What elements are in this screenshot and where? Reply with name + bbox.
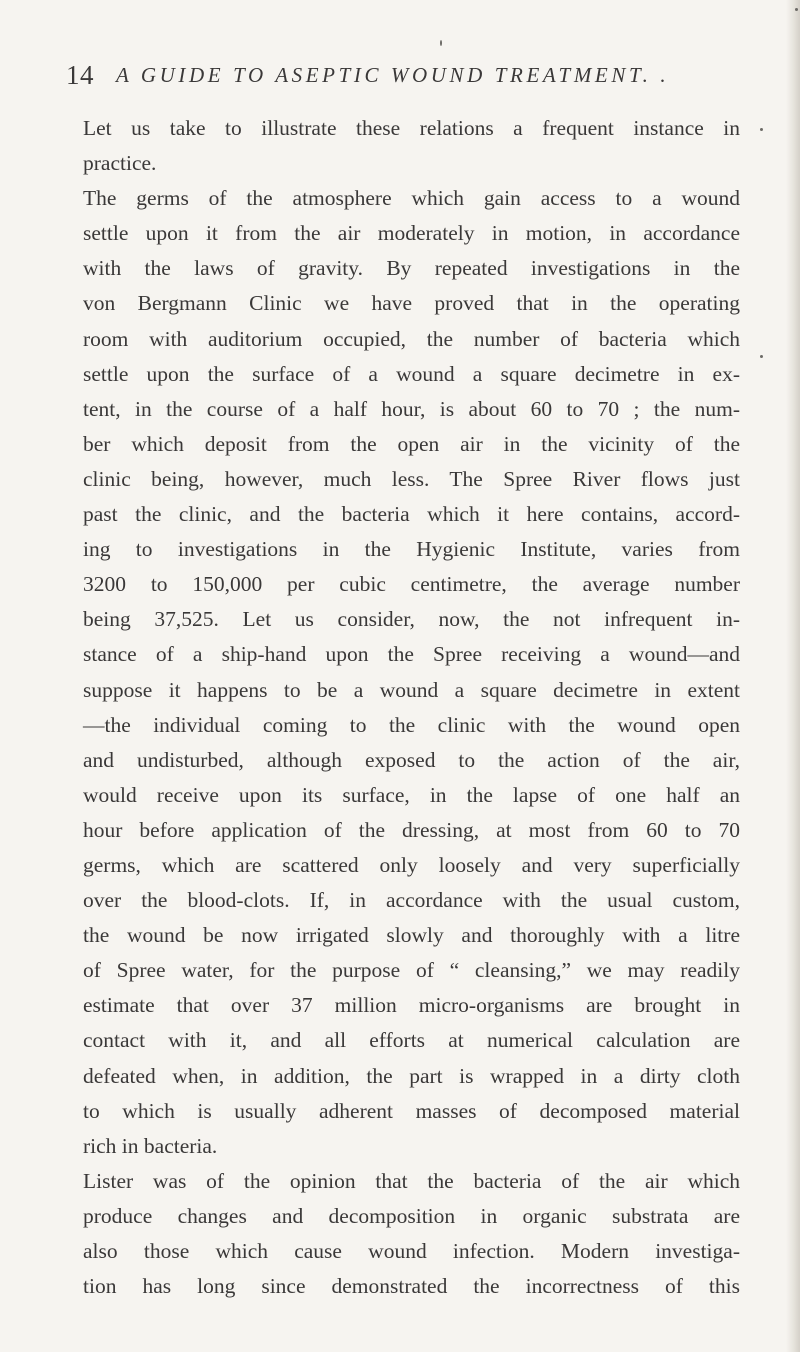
text-line: stance of a ship-hand upon the Spree receiving a wound—and bbox=[83, 642, 740, 667]
text-line: suppose it happens to be a wound a square decimetre in extent bbox=[83, 677, 740, 702]
text-line: produce changes and decomposition in organic substrata are bbox=[83, 1203, 740, 1228]
text-line: would receive upon its surface, in the lapse of one half an bbox=[83, 782, 740, 807]
page-edge-shadow bbox=[786, 0, 800, 1352]
text-line: tent, in the course of a half hour, is about 60 to 70 ; the num- bbox=[83, 396, 740, 421]
text-line: also those which cause wound infection. Modern investiga- bbox=[83, 1239, 740, 1263]
text-line: defeated when, in addition, the part is wrapped in a dirty cloth bbox=[83, 1063, 740, 1088]
margin-speck bbox=[760, 128, 763, 131]
text-line: ber which deposit from the open air in the vicinity of the bbox=[83, 431, 740, 456]
text-line: being 37,525. Let us consider, now, the not infrequent in- bbox=[83, 607, 740, 632]
page-number: 14 bbox=[66, 60, 94, 90]
text-line: settle upon it from the air moderately in motion, in accordance bbox=[83, 221, 740, 246]
text-line: germs, which are scattered only loosely and very superficially bbox=[83, 852, 740, 877]
text-line: 3200 to 150,000 per cubic centimetre, the average number bbox=[83, 572, 740, 597]
body-text bbox=[83, 111, 740, 1304]
text-line: The germs of the atmosphere which gain access to a wound bbox=[83, 186, 740, 211]
text-line: hour before application of the dressing, at most from 60 to 70 bbox=[83, 817, 740, 842]
text-line: over the blood-clots. If, in accordance with the usual custom, bbox=[83, 888, 740, 913]
text-line: —the individual coming to the clinic with the wound open bbox=[83, 712, 740, 737]
margin-speck bbox=[440, 40, 442, 46]
running-head bbox=[66, 55, 746, 95]
text-line: tion has long since demonstrated the incorrectness of this bbox=[83, 1274, 740, 1299]
running-title: A GUIDE TO ASEPTIC WOUND TREATMENT. . bbox=[116, 63, 670, 87]
margin-speck bbox=[795, 8, 798, 11]
text-line: the wound be now irrigated slowly and thoroughly with a litre bbox=[83, 923, 740, 948]
text-line: clinic being, however, much less. The Spree River flows just bbox=[83, 466, 740, 491]
text-line: room with auditorium occupied, the number of bacteria which bbox=[83, 326, 740, 351]
text-line: Lister was of the opinion that the bacteria of the air which bbox=[83, 1168, 740, 1193]
text-line: contact with it, and all efforts at numerical calculation are bbox=[83, 1028, 740, 1053]
text-line: and undisturbed, although exposed to the action of the air, bbox=[83, 747, 740, 772]
text-line: with the laws of gravity. By repeated investigations in the bbox=[83, 256, 740, 281]
text-line: to which is usually adherent masses of decomposed material bbox=[83, 1098, 740, 1123]
text-line: Let us take to illustrate these relations a frequent instance in bbox=[83, 116, 740, 140]
text-line: past the clinic, and the bacteria which it here contains, accord- bbox=[83, 502, 740, 527]
text-line: practice. bbox=[83, 151, 157, 176]
text-line: estimate that over 37 million micro-organisms are brought in bbox=[83, 993, 740, 1018]
text-line: von Bergmann Clinic we have proved that in the operating bbox=[83, 291, 740, 316]
text-line: of Spree water, for the purpose of “ cleansing,” we may readily bbox=[83, 958, 740, 983]
text-line: ing to investigations in the Hygienic Institute, varies from bbox=[83, 537, 740, 562]
margin-speck bbox=[760, 355, 763, 358]
text-line: settle upon the surface of a wound a square decimetre in ex- bbox=[83, 361, 740, 386]
text-line: rich in bacteria. bbox=[83, 1133, 218, 1158]
